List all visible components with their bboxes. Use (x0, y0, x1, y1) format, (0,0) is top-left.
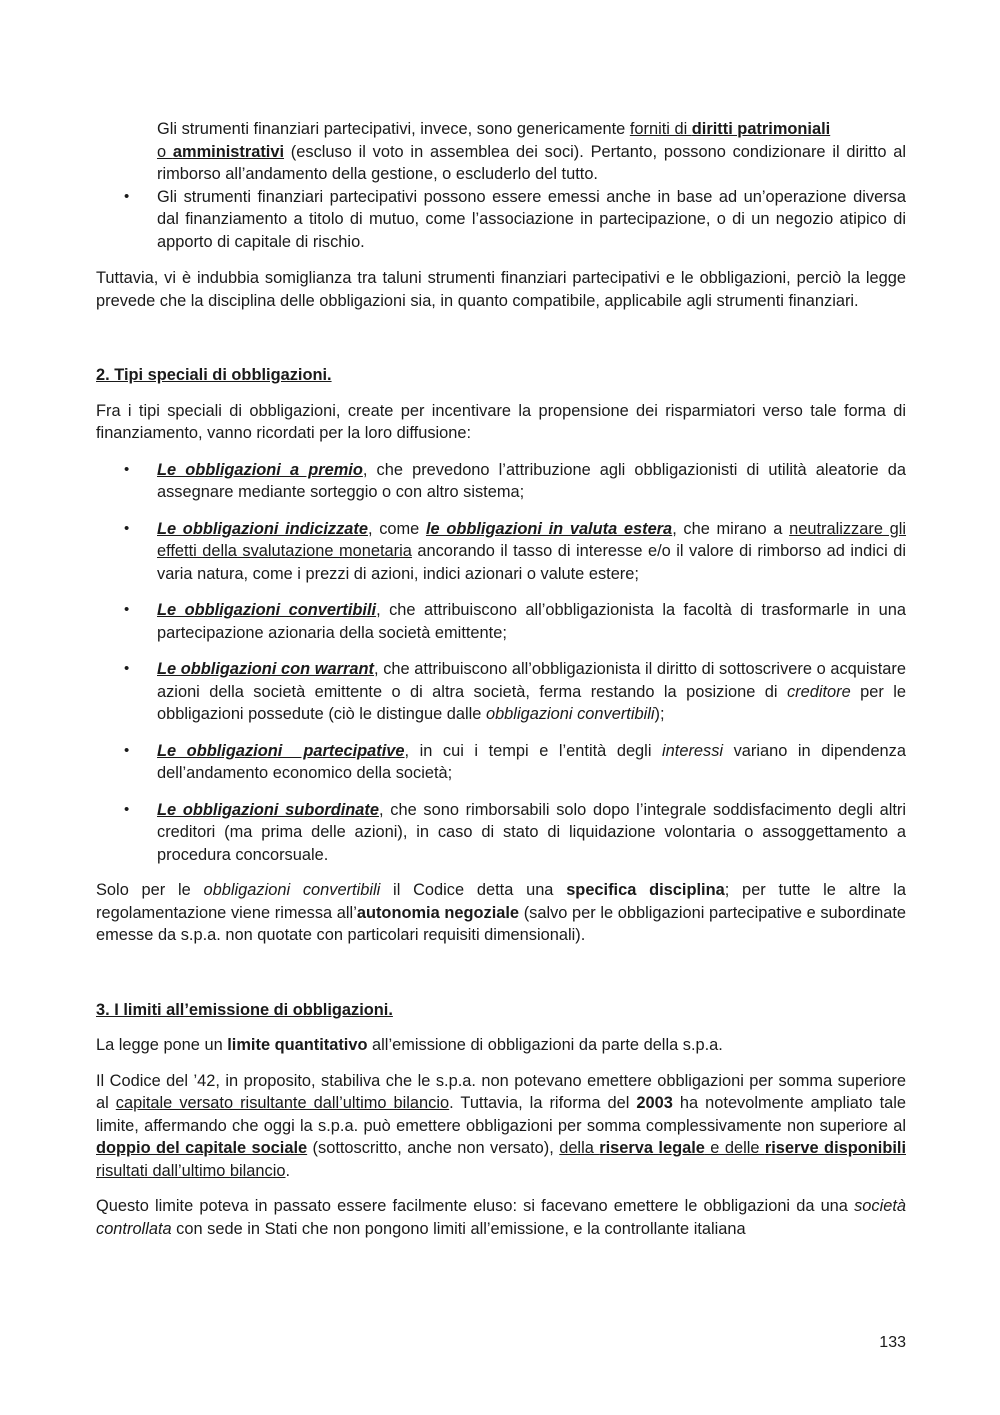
paragraph-strumenti-finanziari: Gli strumenti finanziari partecipativi, invece, sono genericamente forniti di diritti patrimoniali o amministrativi (escluso il voto in assemblea dei soci). Pertanto, possono condizionare il diritto al rimborso all’andamento della gestione, o escluderlo del tutto. (157, 120, 906, 183)
bullet-dot: • (124, 660, 130, 677)
paragraph-codice-42: Il Codice del ’42, in proposito, stabiliva che le s.p.a. non potevano emettere obbligazioni per somma superiore al capitale versato risultante dall’ultimo bilancio. Tuttavia, la riforma del 2003 ha notevolmente ampliato tale limite, affermando che oggi la s.p.a. può emettere obbligazioni per somma complessivamente non superiore al doppio del capitale sociale (sottoscritto, anche non versato), della riserva legale e delle riserve disponibili risultati dall’ultimo bilancio. (96, 1071, 907, 1180)
underlined-text: o (157, 142, 173, 161)
bullet-item-indicizzate: • Le obbligazioni indicizzate, come le obbligazioni in valuta estera, che mirano a neutralizzare gli effetti della svalutazione monetaria ancorando il tasso di interesse e/o il valore di rimborso ad indici di varia natura, come i prezzi di azioni, indici azionari o valute estere; (124, 519, 907, 583)
bullet-dot: • (124, 187, 130, 205)
bullet-item-warrant: • Le obbligazioni con warrant, che attribuiscono all’obbligazionista il diritto di sottoscrivere o acquistare azioni della società emittente o di altra società, ferma restando la posizione di creditore per le obbligazioni possedute (ciò le distingue dalle obbligazioni convertibili); (124, 660, 907, 723)
paragraph-limite-quantitativo: La legge pone un limite quantitativo all’emissione di obbligazioni da parte della s.p.a. (96, 1036, 723, 1054)
bullet-dot: • (124, 800, 130, 818)
bullet-item: • Gli strumenti finanziari partecipativi possono essere emessi anche in base ad un’operazione diversa dal finanziamento a titolo di mutuo, come l’associazione in partecipazione, o di un negozio atipico di apporto di capitale di rischio. (124, 187, 906, 251)
paragraph-elusione: Questo limite poteva in passato essere facilmente eluso: si facevano emettere le obbligazioni da una società controllata con sede in Stati che non pongono limiti all’emissione, e la controllante italiana (96, 1197, 906, 1238)
bullet-list-tipi-obbligazioni (96, 459, 906, 867)
bullet-item-premio: • Le obbligazioni a premio, che prevedono l’attribuzione agli obbligazionisti di utilità aleatorie da assegnare mediante sorteggio o con altro sistema; (124, 460, 906, 501)
paragraph-disciplina: Solo per le obbligazioni convertibili il Codice detta una specifica disciplina; per tutte le altre la regolamentazione viene rimessa all’autonomia negoziale (salvo per le obbligazioni partecipative e subordinate emesse da s.p.a. non quotate con particolari requisiti dimensionali). (96, 881, 907, 944)
underlined-text: forniti di (629, 120, 692, 138)
paragraph-somiglianza: Tuttavia, vi è indubbia somiglianza tra taluni strumenti finanziari partecipativi e le obbligazioni, perciò la legge prevede che la disciplina delle obbligazioni sia, in quanto compatibile, applicabile agli strumenti finanziari. (96, 269, 906, 310)
bullet-dot: • (124, 601, 130, 618)
term-title: Le obbligazioni indicizzate (157, 519, 368, 538)
bullet-dot: • (124, 741, 130, 759)
term-title: Le obbligazioni subordinate (157, 800, 379, 819)
bullet-item-convertibili: • Le obbligazioni convertibili, che attribuiscono all’obbligazionista la facoltà di trasformarle in una partecipazione azionaria della società emittente; (124, 601, 906, 642)
section-heading-limiti: 3. I limiti all’emissione di obbligazioni. (96, 1000, 393, 1019)
page-number: 133 (879, 1334, 906, 1351)
underlined-text: neutralizzare gli effetti della svalutazione monetaria (157, 519, 907, 560)
bullet-item-subordinate: • Le obbligazioni subordinate, che sono rimborsabili solo dopo l’integrale soddisfacimento degli altri creditori (ma prima delle azioni), in caso di stato di liquidazione volontaria o assoggettamento a procedura concorsuale. (124, 800, 906, 864)
term-title: Le obbligazioni con warrant (157, 660, 375, 678)
bold-underlined-text: diritti patrimoniali (691, 120, 831, 138)
bullet-list-emissione (96, 186, 906, 254)
paragraph-intro-tipi: Fra i tipi speciali di obbligazioni, create per incentivare la propensione dei risparmiatori verso tale forma di finanziamento, vanno ricordati per la loro diffusione: (96, 401, 906, 442)
term-title: Le obbligazioni a premio (157, 460, 363, 479)
term-title: Le obbligazioni convertibili (157, 601, 377, 619)
bold-underlined-text: amministrativi (172, 142, 285, 161)
section-heading-tipi-speciali: 2. Tipi speciali di obbligazioni. (96, 366, 332, 384)
bullet-dot: • (124, 519, 130, 537)
term-title: Le obbligazioni partecipative (157, 741, 405, 760)
bullet-item-partecipative: • Le obbligazioni partecipative, in cui i tempi e l’entità degli interessi variano in dipendenza dell’andamento economico della società; (124, 741, 906, 782)
bullet-dot: • (124, 460, 130, 478)
page-content (96, 118, 906, 1240)
term-title: le obbligazioni in valuta estera (425, 519, 673, 538)
